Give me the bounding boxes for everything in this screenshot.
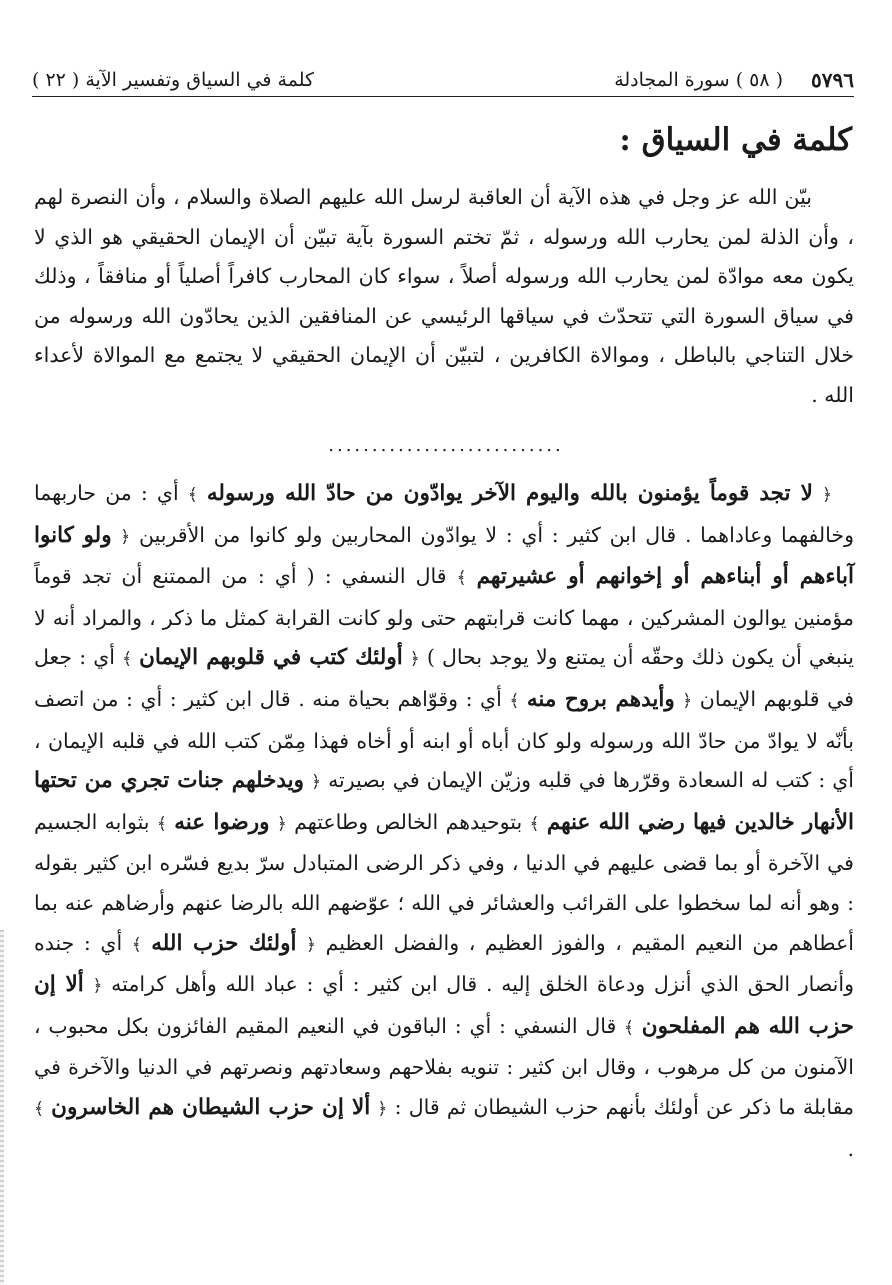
commentary-8: قال النسفي : أي : الباقون في النعيم المقيم الفائزون بكل محبوب ، الآمنون من كل مرهوب ، وقال ابن كثير : تنويه بفلاحهم وسعادتهم ونصرتهم في الدنيا والآخرة في مقابلة ما ذكر عن أولئك بأنهم حزب الشيطان ثم قال : [34, 1013, 854, 1119]
quran-verse-3: أولئك كتب في قلوبهم الإيمان [139, 645, 403, 671]
quran-verse-9: ألا إن حزب الشيطان هم الخاسرون [51, 1094, 371, 1120]
tafsir-paragraph [34, 474, 854, 1169]
ornament-close: ﴾ [624, 1017, 635, 1038]
ornament-close: ﴾ [156, 813, 167, 834]
ornament-open: ﴿ [377, 1098, 388, 1119]
ornament-close: ﴾ [509, 690, 520, 711]
commentary-1: أي : من حاربهما وخالفهما وعاداهما . قال ابن كثير : أي : لا يوادّون المحاربين ولو كانوا من الأقربين [34, 481, 854, 547]
scan-edge-artifact [0, 930, 4, 1285]
section-running-title: كلمة في السياق وتفسير الآية ( ٢٢ ) [32, 69, 315, 91]
ornament-open: ﴿ [92, 976, 103, 997]
commentary-7: أي : جنده وأنصار الحق الذي أنزل ودعاة الخلق إليه . قال ابن كثير : أي : عباد الله وأهل كرامته [34, 930, 854, 997]
ornament-close: ﴾ [122, 649, 133, 670]
commentary-2: قال النسفي : ( أي : من الممتنع أن تجد قوماً مؤمنين يوالون المشركين ، مهما كانت قرابتهم حتى ولو كانت القرابة كمثل ما ذكر ، والمراد أنه لا ينبغي أن يكون ذلك وحقّه أن يمتنع ولا يوجد بحال ) [34, 564, 854, 670]
quran-verse-6: ورضوا عنه [174, 809, 270, 835]
ornament-open: ﴿ [276, 813, 287, 834]
commentary-9: . [847, 1136, 854, 1161]
quran-verse-8: ألا إن حزب الله هم المفلحون [34, 972, 854, 1039]
ornament-close: ﴾ [131, 934, 142, 955]
header-right-group [614, 68, 854, 92]
running-header [32, 58, 854, 92]
quran-verse-5: ويدخلهم جنات تجري من تحتها الأنهار خالدين فيها رضي الله عنهم [34, 768, 854, 835]
dotted-separator: ........................... [328, 435, 564, 456]
commentary-6: بثوابه الجسيم في الآخرة أو بما قضى عليهم في الدنيا ، وفي ذكر الرضى المتبادل سرّ بديع فسّره ابن كثير بقوله : وهو أنه لما سخطوا على القرائب والعشائر في الله ؛ عوّضهم الله بالرضا عنهم وأرضاهم عنه بما أعطاهم من النعيم المقيم ، والفوز العظيم ، والفضل العظيم [34, 809, 854, 955]
commentary-4: أي : وقوّاهم بحياة منه . قال ابن كثير : أي : من اتصف بأنّه لا يوادّ من حادّ الله ورسوله ولو كان أباه أو ابنه أو أخاه فهذا مِمّن كتب الله في قلبه الإيمان ، أي : كتب له السعادة وقرّرها في قلبه وزيّن الإيمان في بصيرته [34, 686, 854, 793]
ornament-close: ﴾ [456, 568, 467, 589]
quran-verse-2: ولو كانوا آباءهم أو أبناءهم أو إخوانهم أو عشيرتهم [34, 522, 854, 590]
ornament-close: ﴾ [187, 485, 198, 505]
ornament-close: ﴾ [529, 813, 540, 834]
commentary-5: بتوحيدهم الخالص وطاعتهم [286, 809, 530, 834]
quran-verse-4: وأيدهم بروح منه [526, 686, 675, 712]
ornament-open: ﴿ [120, 526, 131, 547]
ornament-open: ﴿ [682, 690, 693, 711]
quran-verse-1: لا تجد قوماً يؤمنون بالله واليوم الآخر يوادّون من حادّ الله ورسوله [206, 481, 813, 506]
section-heading: كلمة في السياق : [619, 122, 852, 158]
surah-name: ( ٥٨ ) سورة المجادلة [614, 69, 784, 91]
ornament-open: ﴿ [311, 772, 322, 793]
ornament-open: ﴿ [306, 934, 316, 955]
page-number: ٥٧٩٦ [811, 68, 854, 92]
ornament-close: ﴾ [34, 1098, 44, 1119]
intro-paragraph: بيّن الله عز وجل في هذه الآية أن العاقبة لرسل الله عليهم الصلاة والسلام ، وأن النصرة لهم ، وأن الذلة لمن يحارب الله ورسوله ، ثمّ تختم السورة بآية تبيّن أن الإيمان الحقيقي هو الذي لا يكون معه موادّة لمن يحارب الله ورسوله أصلاً ، سواء كان المحارب كافراً أصلياً أو منافقاً ، وذلك في سياق السورة التي تتحدّث في سياقها الرئيسي عن المنافقين الذين يحادّون الله ورسوله من خلال التناجي بالباطل ، وموالاة الكافرين ، لتبيّن أن الإيمان الحقيقي لا يجتمع مع الموالاة لأعداء الله . [34, 185, 854, 407]
ornament-open: ﴿ [822, 485, 832, 505]
commentary-3: أي : جعل في قلوبهم الإيمان [34, 645, 854, 711]
book-page [18, 0, 874, 1285]
header-rule [32, 96, 854, 97]
quran-verse-7: أولئك حزب الله [151, 930, 297, 956]
ornament-open: ﴿ [409, 649, 420, 670]
